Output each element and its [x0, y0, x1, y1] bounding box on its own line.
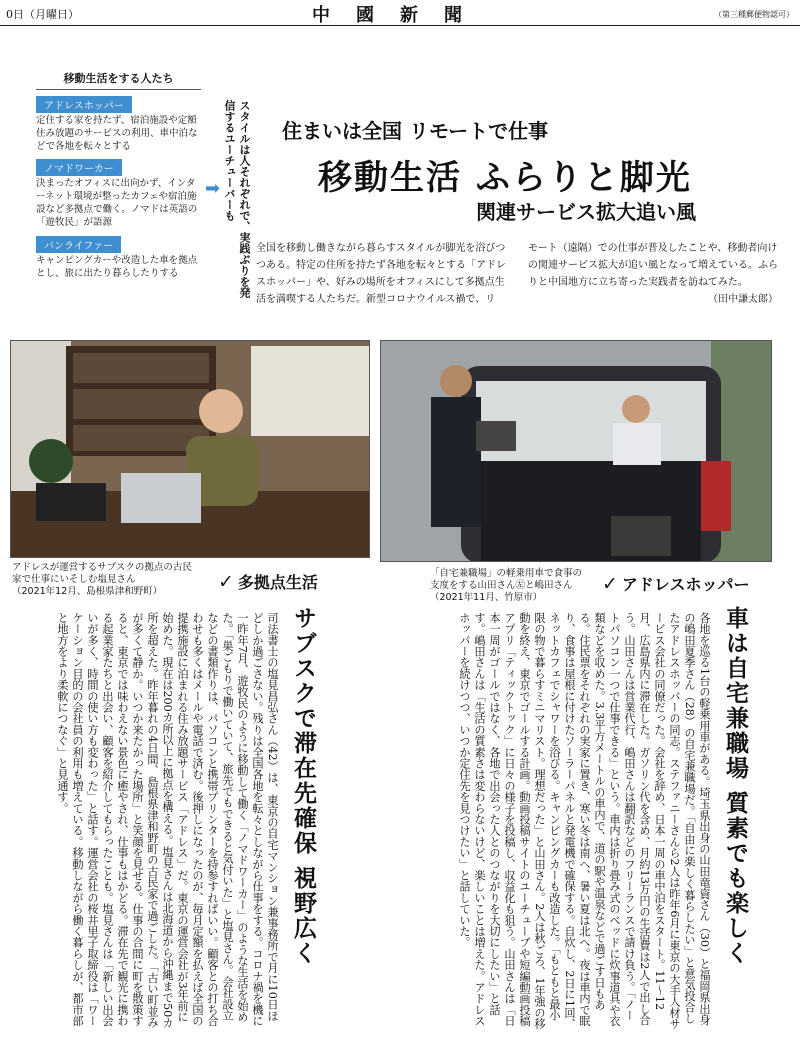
glossary-label: ノマドワーカー [36, 159, 122, 176]
photo1-caption [12, 562, 192, 598]
story-left-headline: サブスクで滞在先確保 視野広く [290, 606, 317, 967]
photo2-caption-date: （2021年11月、竹原市） [430, 592, 543, 603]
photo2-tag-label: アドレスホッパー [621, 575, 750, 594]
photo-illustration [11, 341, 370, 558]
photo2-caption-text: 「自宅兼職場」の軽乗用車で食事の支度をする山田さん㊧と嶋田さん [430, 568, 583, 591]
headline-kicker: 住まいは全国 リモートで仕事 [282, 119, 549, 143]
photo-old-house-office [10, 340, 370, 558]
postal-permit: （第三種郵便物認可） [714, 10, 794, 19]
glossary-item [36, 90, 201, 153]
photo1-tag [218, 570, 318, 593]
story-left-body: 司法書士の塩見昌弘さん（42）は、東京の自宅マンション兼事務所で月に10日ほどしか過ごさない。残りは全国各地を転々としながら仕事をする。コロナ禍を機に一昨年7月、遊牧民のように移動して働く「ノマドワーカー」のような生活を始めた。「巣ごもりで働いていて、旅先でもできると気付いた」と塩見さん。会社設立などの書類作りは、パソコンと携帯プリンターを持参すればいい。顧客との打ち合わせも多くはメールや電話で済む。後押しになったのが、毎月定額を払えば全国の提携施設に泊まれる住み放題サービス「アドレス」だ。東京の運営会社が3年前に始めた。現在は200カ所以上に拠点を構える。塩見さんは北海道から沖縄まで50カ所を超えた。昨年暮れの4日間、島根県津和野町の古民家で過ごした。「古い町並みが多くて静か。いつか来たかった場所」と笑顔を見せる。仕事の合間に町を散策すると、東京では味わえない景色に癒やされ、仕事もはかどる。滞在先で観光に携わる起業家たちと出会い、顧客を紹介してもらったことも。塩見さんは「新しい出会いが多く、時間の使い方も変わった」と話す。運営会社の桜井里子取締役は「ワーケーション目的の会社員の利用も増えている。移動しながら働く暮らしが、都市部と地方をより柔軟につなぐ」と見通す。 [56, 612, 279, 1029]
glossary-text: 決まったオフィスに出向かず、インターネット環境が整ったカフェや宿泊施設など多拠点で働く。ノマドは英語の「遊牧民」が語源 [36, 178, 198, 228]
lead-paragraph-2 [528, 240, 778, 308]
story-right-headline: 車は自宅兼職場 質素でも楽しく [722, 606, 749, 967]
story-right-body: 各地を巡る1台の軽乗用車がある。埼玉県出身の山田竜資さん（30）と福岡県出身の嶋田夏季さん（28）の自宅兼職場だ。「自由に楽しく暮らしたい」と意気投合したアドレスホッパーの同志。ステファニーさんら2人は昨年6月に東京の大手人材サービス会社の同僚だった。会社を辞め、日本一周の車中泊をスタート。11〜12月、広島県内に滞在した。ガソリン代を含め、月約13万円の生活費は2人で出し合う。山田さんは営業代行、嶋田さんは翻訳などのフリーランスで請け負う。「ノートパソコン一つで仕事できる」という。車内は折り畳み式のベッドに炊事道具や衣類などを収めた。3.3平方メートルの車内で、道の駅や温泉などで過ごす日もある。住民票をそれぞれの実家に置き、寒い冬は南へ、暑い夏は北へ。夜は車内で眠り、食事は屋根に付けたソーラーパネルと発電機で確保する。自炊し、2日に1回、ネットカフェでシャワーを浴びる。キャンピングカーも改造した。「もともと最小限の物で暮らすミニマリスト。理想だった」と山田さん。2人は秋ごろ、1年強の移動を終え、東京でゴールする計画。動画投稿サイトのユーチューブや短編動画投稿アプリ「ティックトック」に日々の様子を投稿し、収益化も狙う。山田さんは「日本一周がゴールではなく、各地で出会った人とのつながりを大切にしたい」と話す。嶋田さんは「生活の質素さは変わらないけど、楽しいことは増えた。アドレスホッパーを続けつつ、いつか定住先を見つけたい」と話していた。 [458, 612, 711, 1030]
newspaper-name: 中國新聞 [312, 5, 488, 26]
headline-sub: 関連サービス拡大追い風 [476, 200, 696, 224]
photo-illustration [381, 341, 772, 562]
lead-text: モート（遠隔）での仕事が普及したことや、移動者向けの関連サービス拡大が追い風となって増えている。ふらりと中国地方に立ち寄った実践者を訪ねてみた。 [528, 243, 778, 288]
photo1-tag-label: 多拠点生活 [237, 573, 318, 592]
byline: （田中謙太郎） [708, 294, 778, 305]
glossary-item [36, 153, 201, 229]
glossary-text: 定住する家を持たず、宿泊施設や定額住み放題のサービスの利用、車中泊などで各地を転々とする [36, 115, 198, 152]
glossary-text: キャンピングカーや改造した車を拠点とし、旅に出たり暮らしたりする [36, 254, 198, 279]
headline-main: 移動生活 ふらりと脚光 [318, 158, 692, 198]
photo-car-home [380, 340, 772, 562]
photo1-caption-date: （2021年12月、島根県津和野町） [12, 586, 163, 597]
photo1-caption-text: アドレスが運営するサブスクの拠点の古民家で仕事にいそしむ塩見さん [12, 562, 192, 585]
lead-paragraph-1: 全国を移動し働きながら暮らすスタイルが脚光を浴びつつある。特定の住所を持たず各地を転々とする「アドレスホッパー」や、好みの場所をオフィスにして多拠点生活を満喫する人たちだ。新型コロナウイルス禍で、リ [256, 243, 506, 305]
glossary-label: アドレスホッパー [36, 96, 132, 113]
masthead [0, 0, 800, 26]
photo2-tag [602, 572, 749, 595]
arrow-right-icon: ➡ [205, 178, 221, 199]
checkmark-icon: ✓ [218, 571, 234, 593]
glossary-box [36, 70, 201, 300]
glossary-label: バンライファー [36, 236, 121, 253]
checkmark-icon: ✓ [602, 573, 618, 595]
glossary-title: 移動生活をする人たち [36, 70, 201, 90]
issue-date: 0日（月曜日） [6, 8, 79, 21]
glossary-note: スタイルは人それぞれで、実践ぶりを発信するユーチューバーも [223, 100, 251, 298]
photo2-caption [430, 568, 590, 604]
glossary-item [36, 230, 201, 281]
